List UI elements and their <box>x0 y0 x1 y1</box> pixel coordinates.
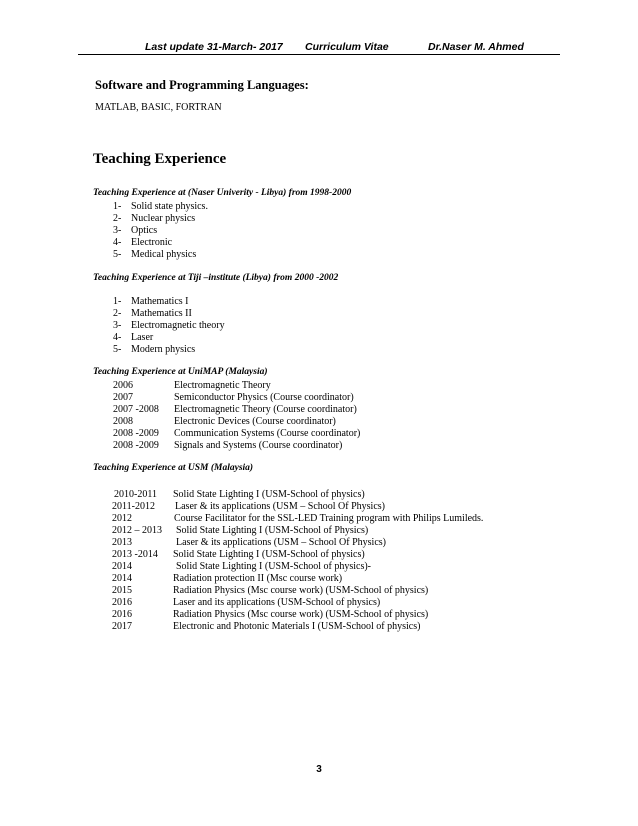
teaching-heading: Teaching Experience <box>93 151 227 167</box>
software-list-text: MATLAB, BASIC, FORTRAN <box>95 102 222 113</box>
header-divider <box>78 54 560 55</box>
last-update-text: Last update 31-March- 2017 <box>145 41 283 53</box>
page-number: 3 <box>316 764 322 775</box>
software-heading: Software and Programming Languages: <box>95 78 309 92</box>
page-header <box>0 41 638 55</box>
tiji-section-heading: Teaching Experience at Tiji –institute (Libya) from 2000 -2002 <box>93 273 339 283</box>
usm-section-heading: Teaching Experience at USM (Malaysia) <box>93 463 254 473</box>
unimap-section-heading: Teaching Experience at UniMAP (Malaysia) <box>93 367 268 377</box>
document-title: Curriculum Vitae <box>305 41 389 53</box>
naser-section-heading: Teaching Experience at (Naser Univerity - Libya) from 1998-2000 <box>93 188 352 198</box>
author-name: Dr.Naser M. Ahmed <box>428 41 524 53</box>
